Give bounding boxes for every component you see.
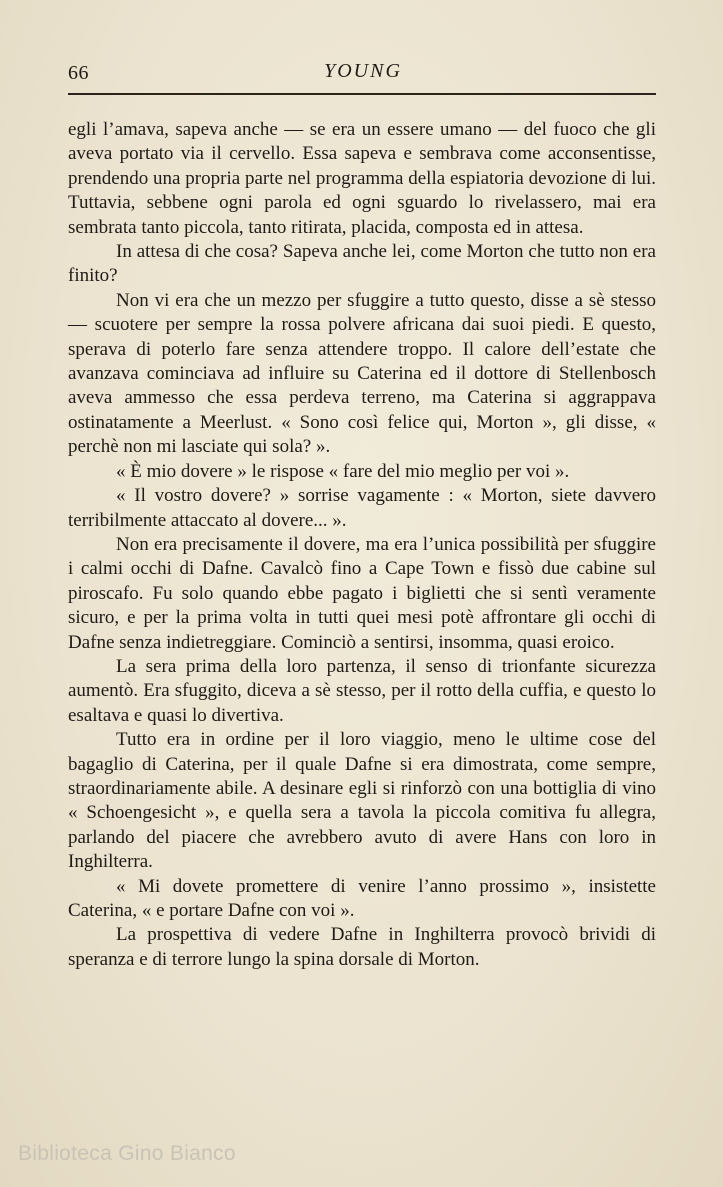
- paragraph: Non vi era che un mezzo per sfuggire a tutto questo, disse a sè stesso — scuotere per sempre la rossa polvere africana dai suoi piedi. E questo, sperava di poterlo fare senza attendere troppo. Il calore dell’estate che avanzava cominciava ad influire su Caterina ed il dottore di Stellenbosch aveva ammesso che essa perdeva terreno, ma Caterina si aggrappava ostinatamente a Meerlust. « Sono così felice qui, Morton », gli disse, « perchè non mi lasciate qui sola? ».: [68, 289, 656, 458]
- library-watermark: Biblioteca Gino Bianco: [18, 1142, 236, 1165]
- header-divider: [68, 93, 656, 95]
- paragraph: La prospettiva di vedere Dafne in Inghilterra provocò brividi di speranza e di terrore lungo la spina dorsale di Morton.: [68, 924, 656, 970]
- paragraph: In attesa di che cosa? Sapeva anche lei, come Morton che tutto non era finito?: [68, 241, 656, 287]
- page-number: 66: [68, 62, 89, 84]
- body-text: [68, 118, 656, 972]
- paragraph: « Mi dovete promettere di venire l’anno prossimo », insistette Caterina, « e portare Dafne con voi ».: [68, 875, 656, 921]
- paragraph: Non era precisamente il dovere, ma era l’unica possibilità per sfuggire i calmi occhi di Dafne. Cavalcò fino a Cape Town e fissò due cabine sul piroscafo. Fu solo quando ebbe pagato i biglietti che si sentì veramente sicuro, e per la prima volta in tutti quei mesi potè affrontare gli occhi di Dafne senza indietreggiare. Cominciò a sentirsi, insomma, quasi eroico.: [68, 533, 656, 653]
- paragraph: egli l’amava, sapeva anche — se era un essere umano — del fuoco che gli aveva portato via il cervello. Essa sapeva e sembrava come acconsentisse, prendendo una propria parte nel programma della espiatoria devozione di lui. Tuttavia, sebbene ogni parola ed ogni sguardo lo rivelassero, mai era sembrata tanto piccola, tanto ritirata, placida, composta ed in attesa.: [68, 119, 656, 238]
- paragraph: « Il vostro dovere? » sorrise vagamente : « Morton, siete davvero terribilmente attaccato al dovere... ».: [68, 485, 656, 531]
- page-header: [68, 58, 658, 88]
- paragraph: « È mio dovere » le rispose « fare del mio meglio per voi ».: [116, 460, 570, 482]
- paragraph: Tutto era in ordine per il loro viaggio, meno le ultime cose del bagaglio di Caterina, per il quale Dafne si era dimostrata, come sempre, straordinariamente abile. A desinare egli si rinforzò con una bottiglia di vino « Schoengesicht », e quella sera a tavola la piccola comitiva fu allegra, parlando del piacere che avrebbero avuto di avere Hans con loro in Inghilterra.: [68, 729, 656, 873]
- running-title: YOUNG: [324, 60, 402, 82]
- paragraph: La sera prima della loro partenza, il senso di trionfante sicurezza aumentò. Era sfuggito, diceva a sè stesso, per il rotto della cuffia, e questo lo esaltava e quasi lo divertiva.: [68, 655, 656, 726]
